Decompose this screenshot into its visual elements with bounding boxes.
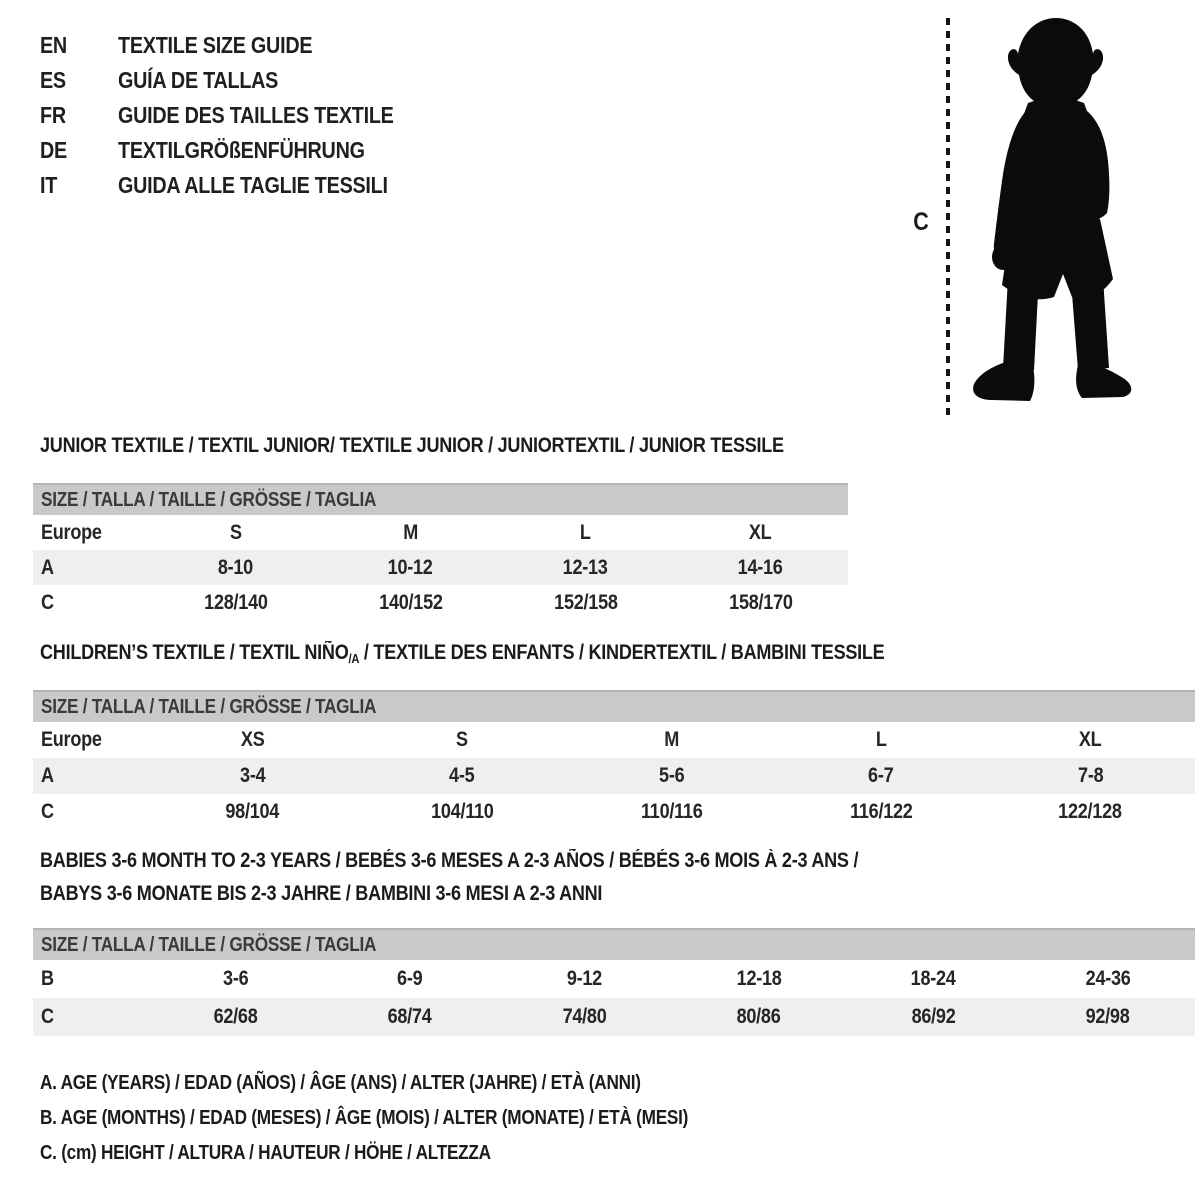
language-row-de [40, 133, 439, 168]
table-cell: 80/86 [736, 1005, 781, 1028]
size-header-row [33, 691, 1195, 722]
babies-section-title [40, 849, 991, 915]
table-cell: 3-6 [222, 967, 248, 990]
legend-line-c: C. (cm) HEIGHT / ALTURA / HAUTEUR / HÖHE / ALTEZZA [40, 1142, 491, 1164]
babies-size-table [33, 928, 1195, 1036]
guide-title-en: TEXTILE SIZE GUIDE [118, 32, 313, 58]
children-size-table [33, 690, 1195, 830]
legend-line-a: A. AGE (YEARS) / EDAD (AÑOS) / ÂGE (ANS) / ALTER (JAHRE) / ETÀ (ANNI) [40, 1072, 641, 1094]
table-cell: XL [1078, 728, 1102, 751]
legend-line-b: B. AGE (MONTHS) / EDAD (MESES) / ÂGE (MOIS) / ALTER (MONATE) / ETÀ (MESI) [40, 1107, 689, 1129]
language-code: ES [40, 67, 66, 93]
height-measure-dashed-line [946, 18, 950, 416]
children-title-post: / TEXTILE DES ENFANTS / KINDERTEXTIL / BAMBINI TESSILE [359, 641, 885, 664]
language-code: EN [40, 32, 67, 58]
babies-title-line1: BABIES 3-6 MONTH TO 2-3 YEARS / BEBÉS 3-6 MESES A 2-3 AÑOS / BÉBÉS 3-6 MOIS À 2-3 ANS / [40, 849, 859, 872]
language-code: DE [40, 137, 67, 163]
table-cell: M [403, 520, 418, 544]
table-cell: 122/128 [1058, 800, 1123, 823]
babies-row-height [33, 998, 1195, 1036]
table-cell: XS [240, 728, 265, 751]
junior-row-europe [33, 515, 848, 550]
babies-row-months [33, 960, 1195, 998]
table-cell: 98/104 [225, 800, 280, 823]
guide-title-it: GUIDA ALLE TAGLIE TESSILI [118, 172, 388, 198]
table-cell: L [875, 728, 887, 751]
table-cell: M [664, 728, 679, 751]
junior-row-age [33, 550, 848, 585]
table-cell: 5-6 [658, 764, 685, 787]
table-cell: S [456, 728, 468, 751]
language-row-es [40, 63, 439, 98]
table-cell: A [41, 764, 54, 787]
language-title-block [40, 28, 439, 203]
table-cell: 140/152 [378, 590, 443, 614]
size-header-bar [33, 484, 848, 515]
table-cell: 3-4 [240, 764, 266, 787]
toddler-silhouette-icon [966, 16, 1142, 420]
size-header-bar [33, 691, 1195, 722]
table-cell: 86/92 [911, 1005, 956, 1028]
size-header-label: SIZE / TALLA / TAILLE / GRÖSSE / TAGLIA [41, 488, 377, 511]
size-header-row [33, 484, 848, 515]
size-header-label: SIZE / TALLA / TAILLE / GRÖSSE / TAGLIA [41, 933, 377, 956]
table-cell: C [41, 1005, 54, 1028]
language-row-fr [40, 98, 439, 133]
table-cell: A [41, 555, 54, 579]
children-row-age [33, 758, 1195, 794]
table-cell: 6-9 [397, 967, 423, 990]
children-row-europe [33, 722, 1195, 758]
table-cell: 68/74 [387, 1005, 432, 1028]
table-cell: 116/122 [849, 800, 913, 823]
size-header-label: SIZE / TALLA / TAILLE / GRÖSSE / TAGLIA [41, 695, 377, 718]
table-cell: 9-12 [566, 967, 602, 990]
table-cell: 8-10 [217, 555, 254, 579]
language-row-en [40, 28, 439, 63]
table-cell: Europe [41, 728, 102, 751]
language-code: IT [40, 172, 58, 198]
table-cell: 104/110 [430, 800, 494, 823]
table-cell: L [580, 520, 591, 544]
table-cell: 7-8 [1077, 764, 1103, 787]
children-section-title [40, 641, 1022, 666]
table-cell: B [41, 967, 54, 990]
legend-block [40, 1066, 794, 1171]
table-cell: 10-12 [388, 555, 433, 579]
children-title-sub: /A [348, 651, 360, 666]
table-cell: 6-7 [868, 764, 894, 787]
size-header-bar [33, 929, 1195, 960]
table-cell: 14-16 [738, 555, 783, 579]
children-section-title-text [40, 641, 884, 666]
table-cell: 62/68 [213, 1005, 258, 1028]
babies-title-line2: BABYS 3-6 MONATE BIS 2-3 JAHRE / BAMBINI 3-6 MESI A 2-3 ANNI [40, 882, 603, 905]
table-cell: 12-13 [563, 555, 608, 579]
language-code: FR [40, 102, 66, 128]
table-cell: C [41, 800, 54, 823]
table-cell: 158/170 [728, 590, 793, 614]
table-cell: 128/140 [203, 590, 268, 614]
guide-title-fr: GUIDE DES TAILLES TEXTILE [118, 102, 394, 128]
junior-section-title-text: JUNIOR TEXTILE / TEXTIL JUNIOR/ TEXTILE JUNIOR / JUNIORTEXTIL / JUNIOR TESSILE [40, 434, 784, 457]
height-measure-label: C [913, 208, 929, 236]
guide-title-es: GUÍA DE TALLAS [118, 67, 279, 93]
junior-size-table [33, 483, 848, 620]
table-cell: 4-5 [449, 764, 475, 787]
language-row-it [40, 168, 439, 203]
table-cell: 110/116 [640, 800, 703, 823]
junior-section-title [40, 434, 905, 458]
table-cell: XL [749, 520, 772, 544]
height-measure-figure [900, 0, 1160, 430]
junior-row-height [33, 585, 848, 620]
table-cell: 152/158 [553, 590, 618, 614]
table-cell: 18-24 [910, 967, 956, 990]
table-cell: S [229, 520, 242, 544]
table-cell: 12-18 [736, 967, 782, 990]
table-cell: Europe [41, 520, 102, 544]
guide-title-de: TEXTILGRÖßENFÜHRUNG [118, 137, 365, 163]
table-cell: C [41, 590, 54, 614]
size-header-row [33, 929, 1195, 960]
table-cell: 92/98 [1085, 1005, 1130, 1028]
children-row-height [33, 794, 1195, 830]
table-cell: 24-36 [1085, 967, 1131, 990]
table-cell: 74/80 [562, 1005, 607, 1028]
children-title-pre: CHILDREN’S TEXTILE / TEXTIL NIÑO [40, 641, 349, 664]
